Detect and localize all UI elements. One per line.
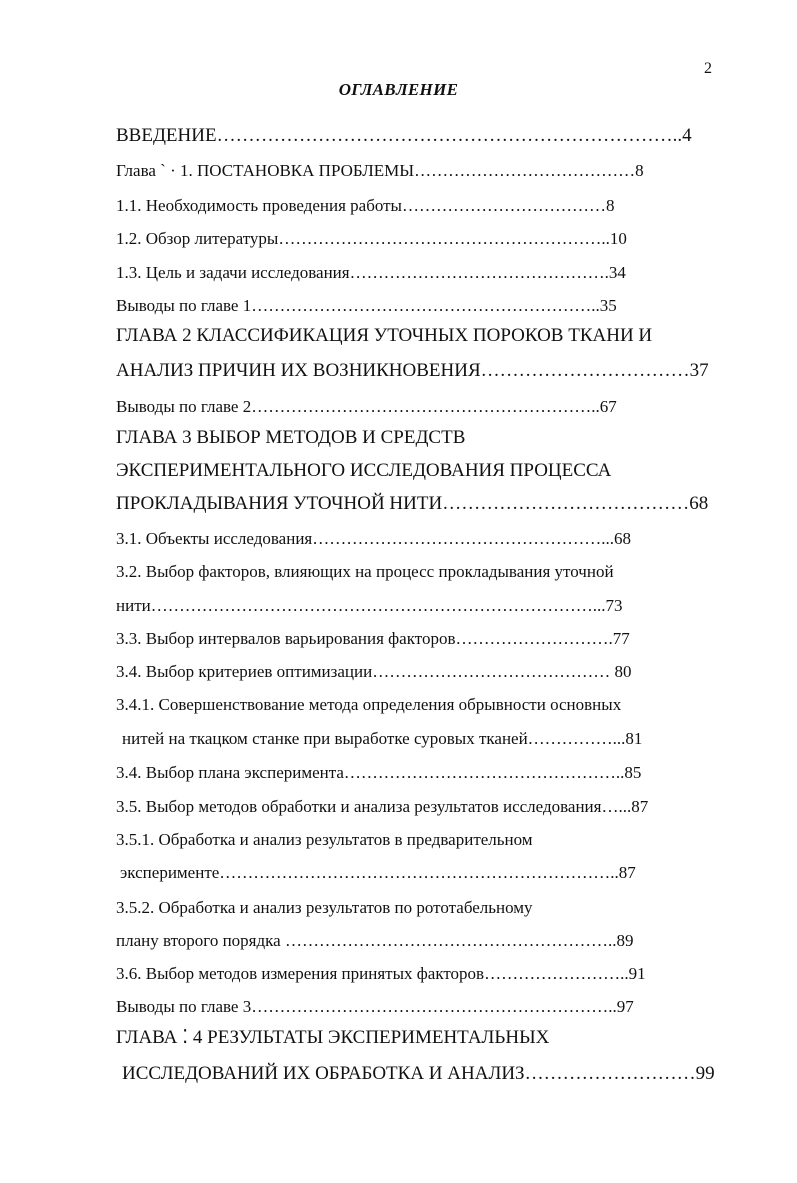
toc-line: 3.5.2. Обработка и анализ результатов по рототабельному bbox=[116, 898, 533, 917]
toc-line: 3.4. Выбор критериев оптимизации…………………………………… 80 bbox=[116, 662, 632, 681]
toc-line: ИССЛЕДОВАНИЙ ИХ ОБРАБОТКА И АНАЛИЗ………………………99 bbox=[122, 1063, 715, 1084]
toc-line: плану второго порядка …………………………………………………..89 bbox=[116, 931, 634, 950]
toc-line: 3.1. Объекты исследования……………………………………………...68 bbox=[116, 529, 631, 548]
toc-line: ГЛАВА 3 ВЫБОР МЕТОДОВ И СРЕДСТВ bbox=[116, 427, 466, 448]
toc-line: ГЛАВА ⁚ 4 РЕЗУЛЬТАТЫ ЭКСПЕРИМЕНТАЛЬНЫХ bbox=[116, 1027, 550, 1048]
toc-line: ПРОКЛАДЫВАНИЯ УТОЧНОЙ НИТИ…………………………………68 bbox=[116, 493, 709, 514]
toc-line: 3.3. Выбор интервалов варьирования факторов……………………….77 bbox=[116, 629, 630, 648]
toc-line: Глава ` · 1. ПОСТАНОВКА ПРОБЛЕМЫ…………………………………8 bbox=[116, 161, 644, 180]
toc-line: 3.5.1. Обработка и анализ результатов в предварительном bbox=[116, 830, 533, 849]
toc-line: 3.4. Выбор плана эксперимента…………………………………………..85 bbox=[116, 763, 642, 782]
toc-line: ЭКСПЕРИМЕНТАЛЬНОГО ИССЛЕДОВАНИЯ ПРОЦЕССА bbox=[116, 460, 612, 481]
toc-line: ВВЕДЕНИЕ………………………………………………………………..4 bbox=[116, 125, 692, 146]
toc-line: Выводы по главе 1……………………………………………………..35 bbox=[116, 296, 617, 315]
toc-line: нити……………………………………………………………………...73 bbox=[116, 596, 623, 615]
page-number: 2 bbox=[704, 60, 712, 77]
toc-line: 1.3. Цель и задачи исследования……………………………………….34 bbox=[116, 263, 626, 282]
toc-line: 3.2. Выбор факторов, влияющих на процесс прокладывания уточной bbox=[116, 562, 614, 581]
toc-line: 3.4.1. Совершенствование метода определения обрывности основных bbox=[116, 695, 622, 714]
toc-line: ГЛАВА 2 КЛАССИФИКАЦИЯ УТОЧНЫХ ПОРОКОВ ТКАНИ И bbox=[116, 325, 653, 346]
toc-line: 3.5. Выбор методов обработки и анализа результатов исследования…...87 bbox=[116, 797, 649, 816]
toc-line: 1.2. Обзор литературы…………………………………………………..10 bbox=[116, 229, 627, 248]
toc-line: 1.1. Необходимость проведения работы………………………………8 bbox=[116, 196, 615, 215]
toc-line: АНАЛИЗ ПРИЧИН ИХ ВОЗНИКНОВЕНИЯ……………………………37 bbox=[116, 360, 709, 381]
toc-line: 3.6. Выбор методов измерения принятых факторов……………………..91 bbox=[116, 964, 646, 983]
page-title: ОГЛАВЛЕНИЕ bbox=[338, 80, 459, 99]
toc-line: Выводы по главе 3………………………………………………………..97 bbox=[116, 997, 634, 1016]
toc-line: нитей на ткацком станке при выработке суровых тканей……………...81 bbox=[122, 729, 643, 748]
toc-line: эксперименте……………………………………………………………..87 bbox=[120, 863, 636, 882]
toc-line: Выводы по главе 2……………………………………………………..67 bbox=[116, 397, 617, 416]
